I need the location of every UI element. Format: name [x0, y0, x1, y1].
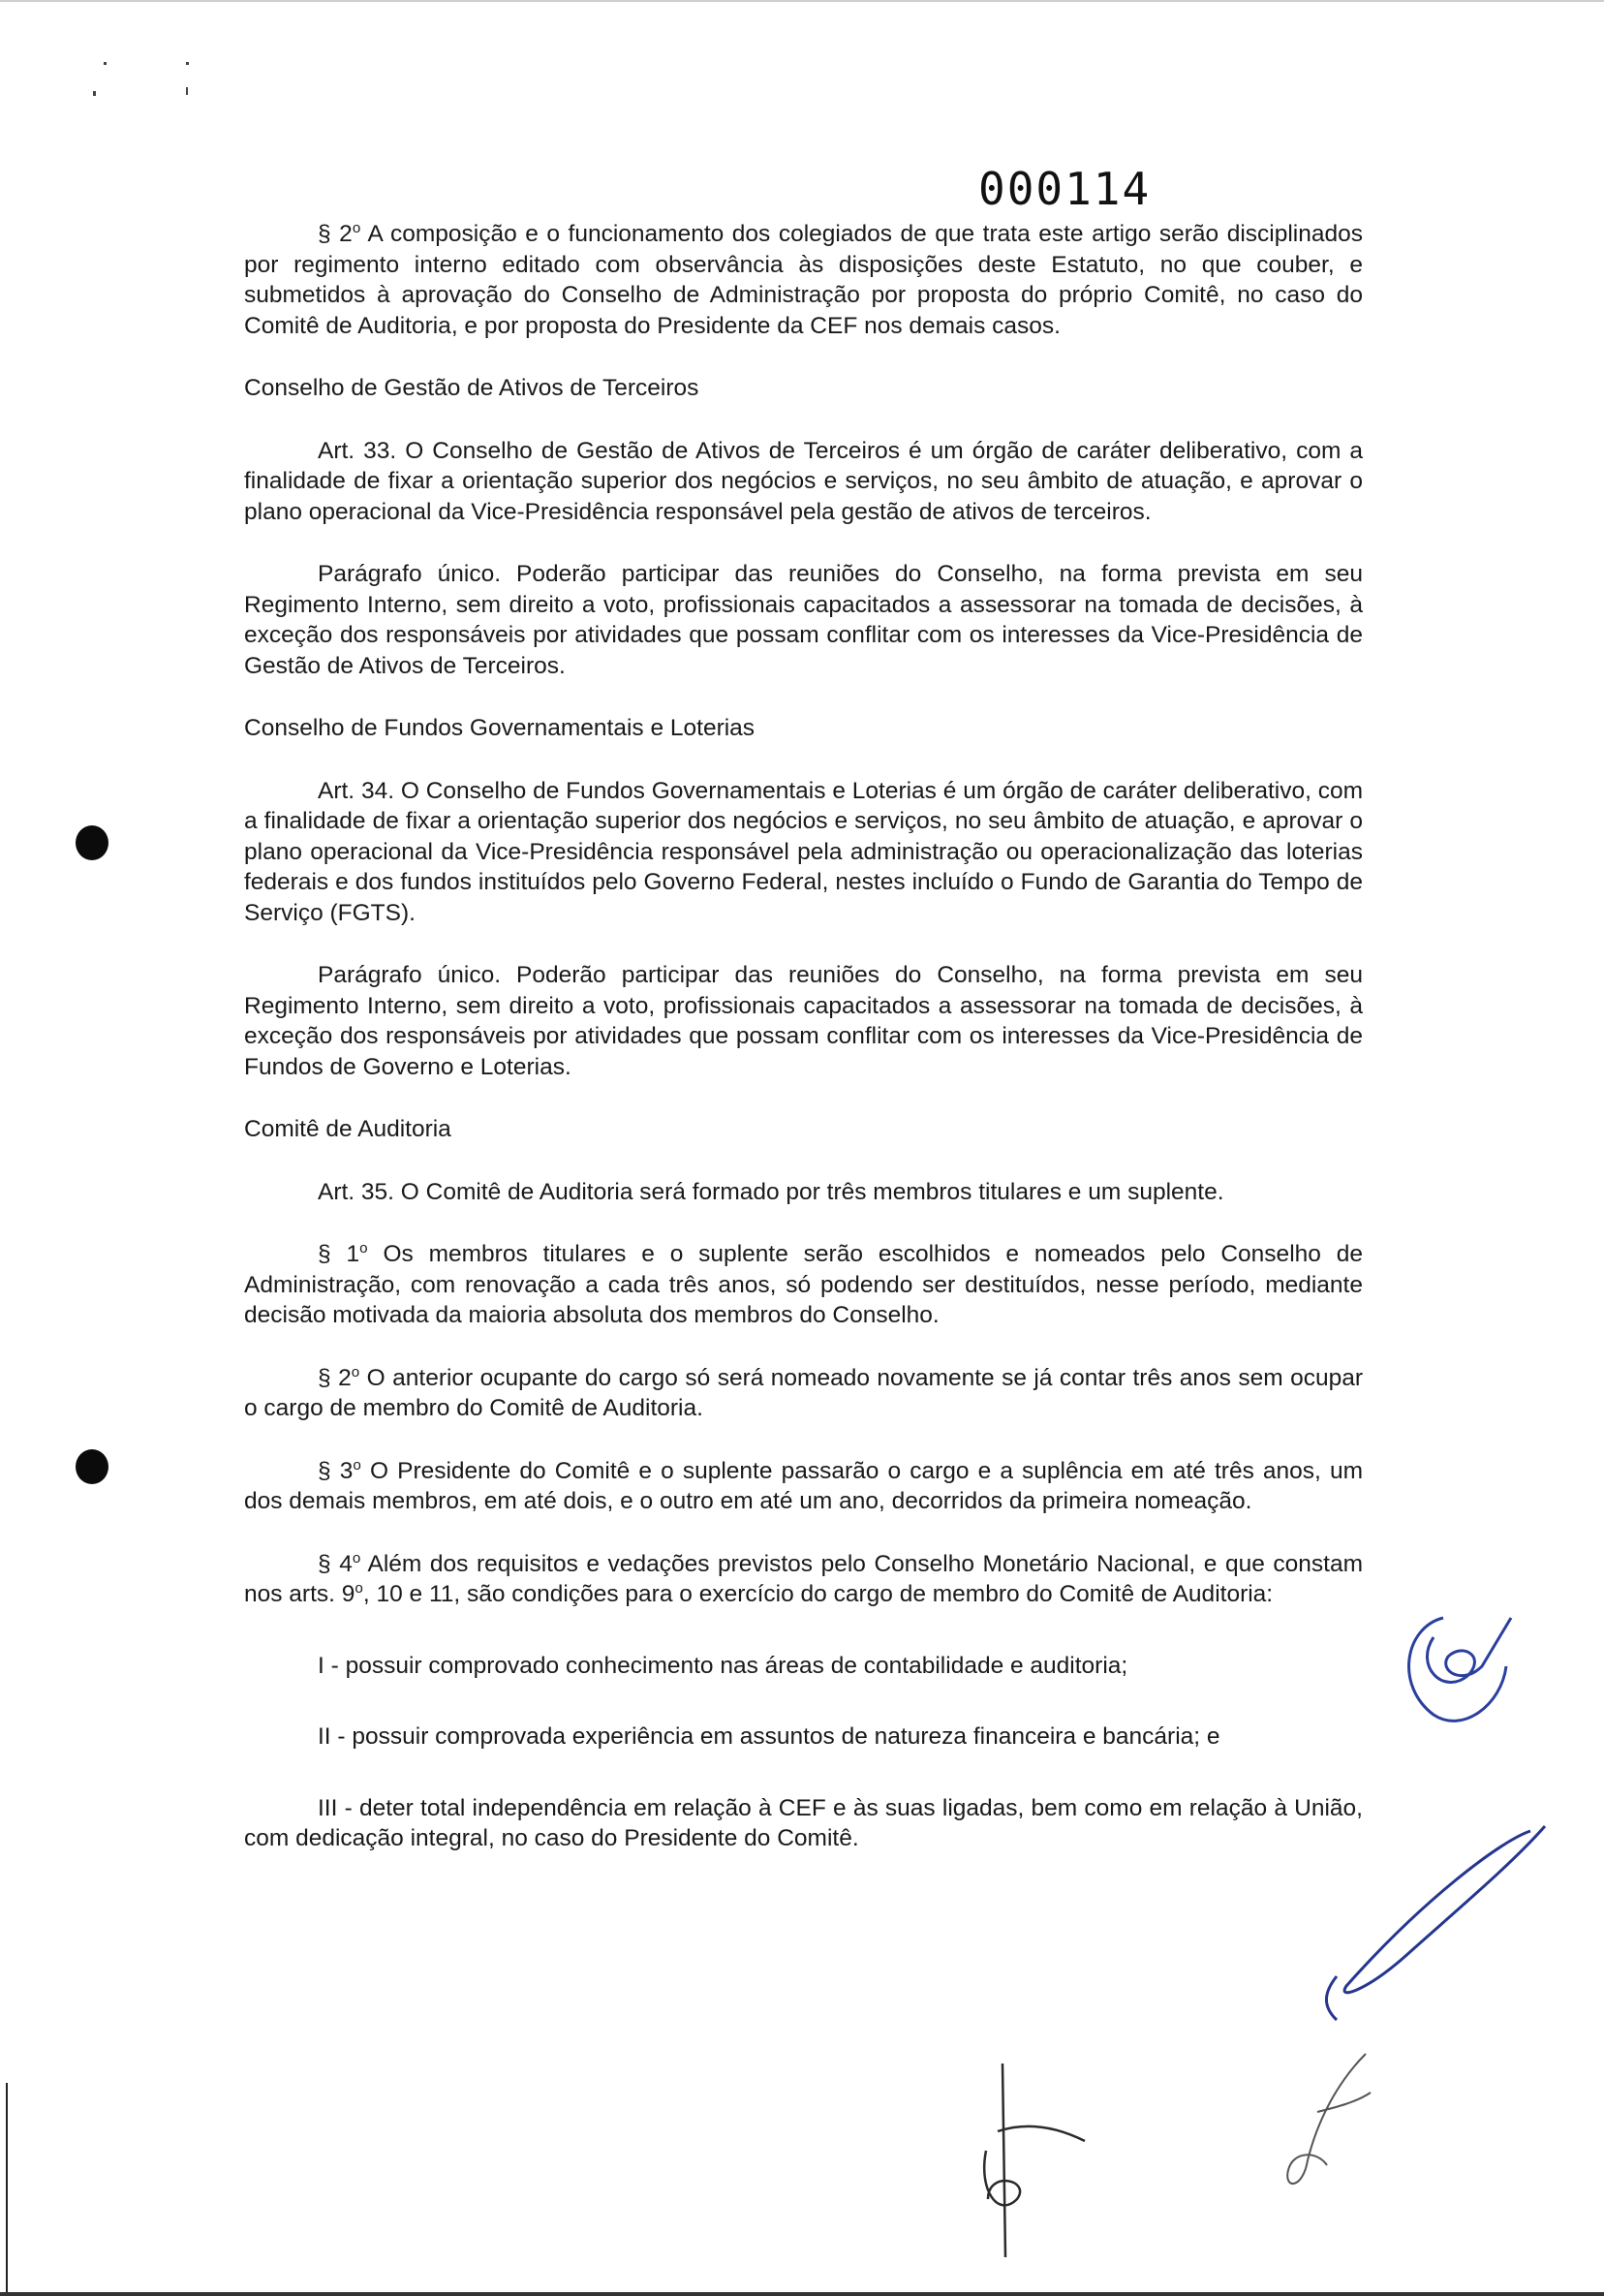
- scan-left-edge: [6, 2083, 8, 2296]
- paragraph-text: A composição e o funcionamento dos colegiados de que trata este artigo serão disciplinados por regimento interno editado com observância às disposições deste Estatuto, no que couber, e submetidos à aprovação do Conselho de Administração por proposta do próprio Comitê, no caso do Comitê de Auditoria, e por proposta do Presidente da CEF nos demais casos.: [244, 221, 1363, 339]
- document-body: [244, 219, 1363, 1854]
- heading-conselho-gestao-ativos: Conselho de Gestão de Ativos de Terceiros: [244, 375, 699, 401]
- paragraph-art-33: Art. 33. O Conselho de Gestão de Ativos de Terceiros é um órgão de caráter deliberativo, com a finalidade de fixar a orientação superior dos negócios e serviços, no seu âmbito de atuação, e aprovar o plano operacional da Vice-Presidência responsável pela gestão de ativos de terceiros.: [244, 437, 1363, 525]
- scan-bottom-edge: [0, 2292, 1604, 2296]
- section-symbol: §: [318, 1550, 331, 1577]
- handwritten-stroke-mark: [1308, 1812, 1559, 2034]
- paragraph-text: O Presidente do Comitê e o suplente passarão o cargo e a suplência em até três anos, um dos demais membros, em até dois, e o outro em até um ano, decorridos da primeira nomeação.: [244, 1457, 1363, 1514]
- ordinal-indicator: o: [353, 1456, 361, 1474]
- handwritten-initials-circle: [1375, 1598, 1521, 1744]
- punch-hole: [76, 1449, 108, 1484]
- paragraph-art-33-unico: Parágrafo único. Poderão participar das reuniões do Conselho, na forma prevista em seu Regimento Interno, sem direito a voto, profissionais capacitados a assessorar na tomada de decisões, à exceção dos responsáveis por atividades que possam conflitar com os interesses da Vice-Presidência de Gestão de Ativos de Terceiros.: [244, 561, 1363, 679]
- paragraph-sec1: [244, 1239, 1363, 1331]
- list-item-i: I - possuir comprovado conhecimento nas áreas de contabilidade e auditoria;: [318, 1652, 1128, 1679]
- ordinal-indicator: o: [352, 219, 361, 236]
- heading-comite-auditoria: Comitê de Auditoria: [244, 1116, 451, 1142]
- paragraph-sec3: [244, 1456, 1363, 1517]
- paragraph-text: , 10 e 11, são condições para o exercício do cargo de membro do Comitê de Auditoria:: [362, 1581, 1274, 1607]
- page-stamp-number: 000114: [978, 163, 1152, 215]
- ordinal-indicator: o: [352, 1549, 361, 1567]
- section-symbol: §: [318, 1364, 331, 1391]
- paragraph-sec2: [244, 1363, 1363, 1424]
- ordinal-indicator: o: [355, 1579, 363, 1597]
- section-number: 3: [339, 1457, 354, 1484]
- section-number: 2: [339, 221, 353, 247]
- ordinal-indicator: o: [351, 1363, 360, 1381]
- signature-bottom-right: [1259, 2044, 1385, 2209]
- paragraph-art-35: Art. 35. O Comitê de Auditoria será formado por três membros titulares e um suplente.: [318, 1178, 1224, 1205]
- list-item-iii: III - deter total independência em relação à CEF e às suas ligadas, bem como em relação à União, com dedicação integral, no caso do Presidente do Comitê.: [244, 1794, 1363, 1851]
- list-item-ii: II - possuir comprovada experiência em assuntos de natureza financeira e bancária; e: [318, 1723, 1220, 1750]
- section-symbol: §: [318, 1457, 331, 1484]
- signature-bottom-left: [959, 2054, 1114, 2267]
- paragraph-art-34: Art. 34. O Conselho de Fundos Governamentais e Loterias é um órgão de caráter deliberativo, com a finalidade de fixar a orientação superior dos negócios e serviços, no seu âmbito de atuação, e aprovar o plano operacional da Vice-Presidência responsável pela administração ou operacionalização das loterias federais e dos fundos instituídos pelo Governo Federal, nestes incluído o Fundo de Garantia do Tempo de Serviço (FGTS).: [244, 777, 1363, 926]
- paragraph-sec4: [244, 1549, 1363, 1610]
- scan-top-edge: [0, 0, 1604, 2]
- scan-speck: [104, 62, 107, 65]
- paragraph-text: Os membros titulares e o suplente serão escolhidos e nomeados pelo Conselho de Administração, com renovação a cada três anos, só podendo ser destituídos, nesse período, mediante decisão motivada da maioria absoluta dos membros do Conselho.: [244, 1241, 1363, 1328]
- scan-speck: [186, 87, 188, 95]
- section-number: 1: [346, 1241, 360, 1267]
- ordinal-indicator: o: [359, 1239, 368, 1257]
- section-symbol: §: [318, 221, 331, 247]
- scan-speck: [186, 62, 189, 65]
- paragraph-art-34-unico: Parágrafo único. Poderão participar das reuniões do Conselho, na forma prevista em seu Regimento Interno, sem direito a voto, profissionais capacitados a assessorar na tomada de decisões, à exceção dos responsáveis por atividades que possam conflitar com os interesses da Vice-Presidência de Fundos de Governo e Loterias.: [244, 962, 1363, 1080]
- paragraph-sec2-intro: [244, 219, 1363, 341]
- punch-hole: [76, 825, 108, 860]
- section-number: 2: [338, 1364, 352, 1391]
- paragraph-text: Além dos requisitos e vedações previstos pelo Conselho Monetário Nacional, e que constam nos arts. 9: [244, 1550, 1363, 1607]
- section-symbol: §: [318, 1241, 331, 1267]
- section-number: 4: [339, 1550, 353, 1577]
- paragraph-text: O anterior ocupante do cargo só será nomeado novamente se já contar três anos sem ocupar o cargo de membro do Comitê de Auditoria.: [244, 1364, 1363, 1421]
- scan-speck: [93, 91, 96, 96]
- heading-conselho-fundos: Conselho de Fundos Governamentais e Loterias: [244, 715, 756, 741]
